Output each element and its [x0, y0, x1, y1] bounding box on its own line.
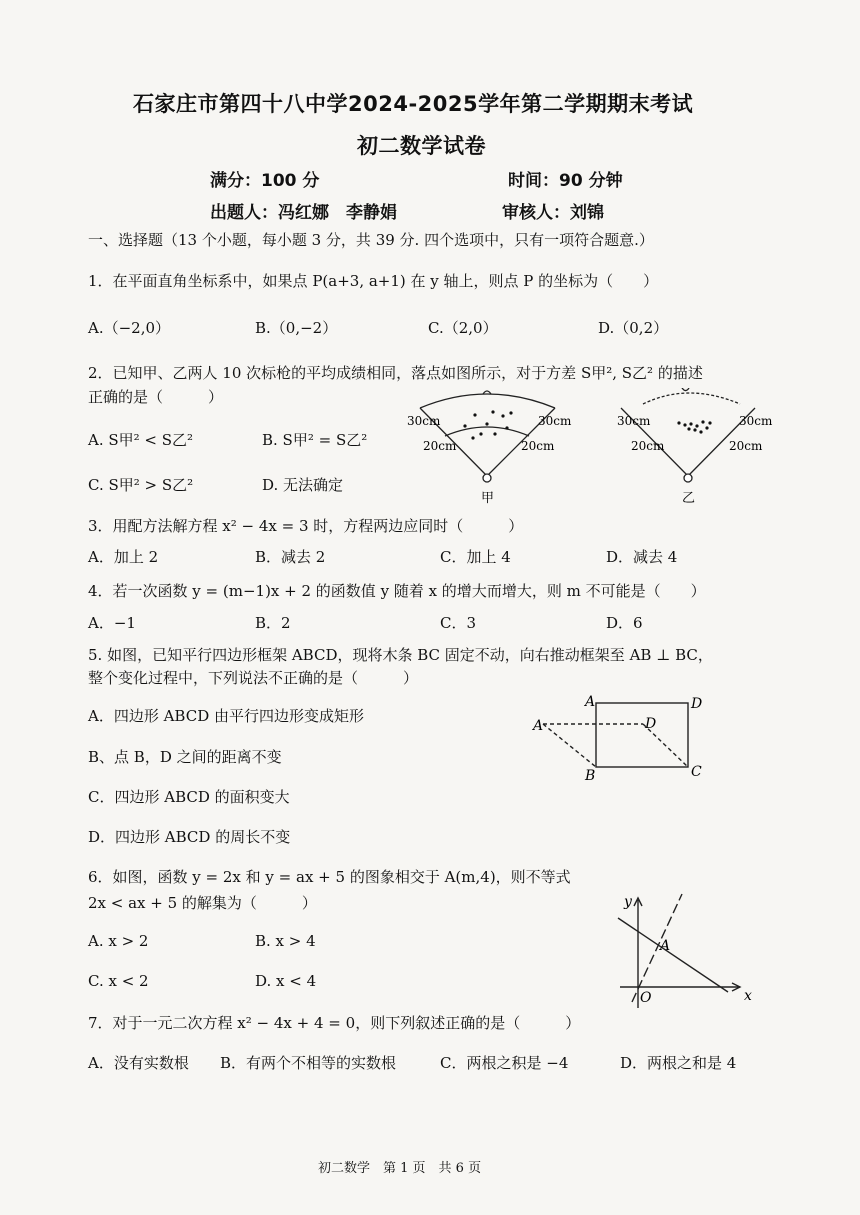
q6-option-b[interactable]: B. x > 4	[255, 932, 316, 950]
origin-label: O	[640, 990, 652, 1006]
q7-option-a[interactable]: A．没有实数根	[88, 1054, 189, 1072]
q7-option-c[interactable]: C．两根之积是 −4	[440, 1054, 569, 1072]
q5-stem-line1: 5. 如图，已知平行四边形框架 ABCD，现将木条 BC 固定不动，向右推动框架至 AB ⊥ BC，	[88, 646, 713, 664]
q3-option-c[interactable]: C．加上 4	[440, 548, 511, 566]
y-label: y	[624, 894, 632, 910]
q2-figure	[395, 388, 790, 508]
jia-30cm-right: 30cm	[538, 414, 572, 428]
q7-stem: 7．对于一元二次方程 x² − 4x + 4 = 0，则下列叙述正确的是（ ）	[88, 1014, 581, 1032]
exam-subtitle: 初二数学试卷	[357, 134, 486, 158]
q4-option-a[interactable]: A．−1	[88, 614, 136, 632]
point-a-label: A	[660, 938, 671, 954]
yi-points	[677, 420, 711, 433]
q5-option-c[interactable]: C．四边形 ABCD 的面积变大	[88, 788, 290, 806]
q6-option-a[interactable]: A. x > 2	[88, 932, 149, 950]
q2-option-d[interactable]: D. 无法确定	[262, 476, 344, 494]
yi-30cm-right: 30cm	[739, 414, 773, 428]
reviewer: 审核人：刘锦	[502, 203, 604, 223]
q6-stem-line2: 2x < ax + 5 的解集为（ ）	[88, 894, 317, 912]
page-footer: 初二数学 第 1 页 共 6 页	[318, 1161, 482, 1176]
line-y-ax-5	[618, 918, 728, 992]
target-yi	[621, 388, 755, 482]
label-d-rect: D	[691, 696, 703, 712]
label-d-para: D	[645, 716, 657, 732]
q3-option-b[interactable]: B．减去 2	[255, 548, 326, 566]
yi-30cm-left: 30cm	[617, 414, 651, 428]
jia-points	[463, 410, 512, 439]
full-score: 满分：100 分	[210, 171, 320, 191]
jia-20cm-left: 20cm	[423, 439, 457, 453]
q4-stem: 4．若一次函数 y = (m−1)x + 2 的函数值 y 随着 x 的增大而增大，则 m 不可能是（ ）	[88, 582, 706, 600]
line-y-2x	[632, 894, 682, 1002]
x-label: x	[744, 988, 752, 1004]
q6-stem-line1: 6．如图，函数 y = 2x 和 y = ax + 5 的图象相交于 A(m,4)，则不等式	[88, 868, 571, 886]
q4-option-b[interactable]: B．2	[255, 614, 291, 632]
q5-option-b[interactable]: B、点 B，D 之间的距离不变	[88, 748, 282, 766]
authors: 出题人：冯红娜 李静娟	[210, 203, 397, 223]
q5-stem-line2: 整个变化过程中，下列说法不正确的是（ ）	[88, 669, 419, 687]
q4-option-d[interactable]: D．6	[606, 614, 643, 632]
q6-figure	[610, 890, 760, 1010]
q2-stem-line1: 2．已知甲、乙两人 10 次标枪的平均成绩相同，落点如图所示，对于方差 S甲², S乙² 的描述	[88, 364, 703, 382]
parallelogram-abcd	[543, 724, 688, 767]
jia-20cm-right: 20cm	[521, 439, 555, 453]
q6-option-c[interactable]: C. x < 2	[88, 972, 149, 990]
q5-figure	[525, 690, 720, 785]
q6-option-d[interactable]: D. x < 4	[255, 972, 317, 990]
q2-option-b[interactable]: B. S甲² = S乙²	[262, 431, 368, 449]
q1-option-c[interactable]: C.（2,0）	[428, 319, 498, 337]
q1-stem: 1．在平面直角坐标系中，如果点 P(a+3, a+1) 在 y 轴上，则点 P 的坐标为（ ）	[88, 272, 659, 290]
jia-30cm-left: 30cm	[407, 414, 441, 428]
label-a-para: A	[533, 718, 544, 734]
label-b: B	[585, 768, 596, 784]
q3-option-a[interactable]: A．加上 2	[88, 548, 159, 566]
exam-time: 时间：90 分钟	[508, 171, 623, 191]
q2-option-c[interactable]: C. S甲² > S乙²	[88, 476, 194, 494]
q2-option-a[interactable]: A. S甲² < S乙²	[88, 431, 194, 449]
q1-option-d[interactable]: D.（0,2）	[598, 319, 669, 337]
yi-20cm-left: 20cm	[631, 439, 665, 453]
label-a-rect: A	[585, 694, 596, 710]
yi-label: 乙	[682, 491, 696, 506]
section-heading: 一、选择题（13 个小题，每小题 3 分，共 39 分. 四个选项中，只有一项符合题意.）	[88, 231, 654, 249]
q7-option-d[interactable]: D．两根之和是 4	[620, 1054, 737, 1072]
q1-option-a[interactable]: A.（−2,0）	[88, 319, 171, 337]
rectangle-abcd	[596, 703, 688, 767]
q1-option-b[interactable]: B.（0,−2）	[255, 319, 338, 337]
q7-option-b[interactable]: B．有两个不相等的实数根	[220, 1054, 397, 1072]
q4-option-c[interactable]: C．3	[440, 614, 477, 632]
exam-title: 石家庄市第四十八中学2024-2025学年第二学期期末考试	[133, 92, 694, 116]
target-jia	[420, 391, 555, 482]
q2-stem-line2: 正确的是（ ）	[88, 388, 224, 406]
q5-option-a[interactable]: A．四边形 ABCD 由平行四边形变成矩形	[88, 707, 365, 725]
jia-label: 甲	[481, 491, 495, 506]
q3-stem: 3．用配方法解方程 x² − 4x = 3 时，方程两边应同时（ ）	[88, 517, 524, 535]
q5-option-d[interactable]: D．四边形 ABCD 的周长不变	[88, 828, 291, 846]
label-c: C	[691, 764, 702, 780]
yi-20cm-right: 20cm	[729, 439, 763, 453]
q3-option-d[interactable]: D．减去 4	[606, 548, 678, 566]
